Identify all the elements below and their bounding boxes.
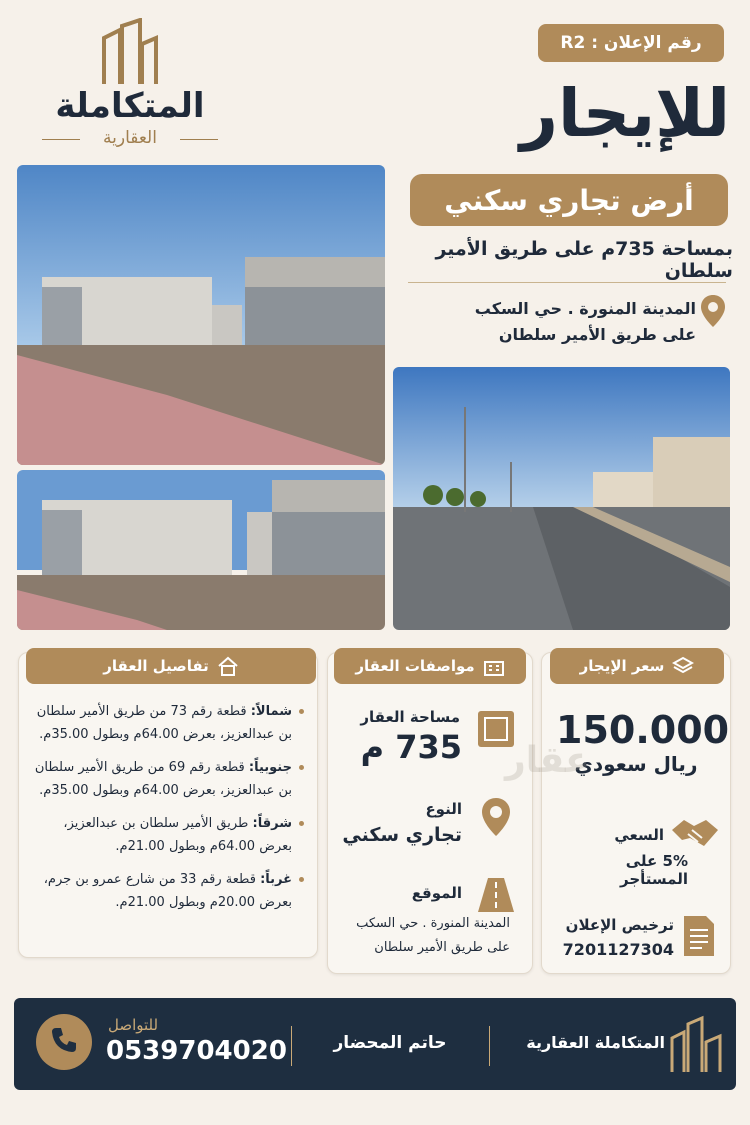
agent-name: حاتم المحضار [333, 1033, 447, 1053]
property-specs-title: مواصفات العقار [355, 657, 475, 675]
company-logo-icon [100, 18, 160, 86]
handshake-icon [670, 816, 720, 852]
road-icon [476, 876, 516, 914]
ad-number-badge: رقم الإعلان : R2 [538, 24, 724, 62]
rent-price-title: سعر الإيجار [579, 657, 665, 675]
list-item [32, 812, 304, 858]
phone-number[interactable]: 0539704020 [106, 1036, 287, 1066]
footer-separator [291, 1026, 292, 1066]
header-location-line1: المدينة المنورة . حي السكب [474, 299, 696, 318]
area-value: 735 م [360, 728, 462, 766]
location-value-line1: المدينة المنورة . حي السكب [356, 916, 510, 931]
property-photo-1[interactable] [17, 165, 385, 465]
location-value-line2: على طريق الأمير سلطان [374, 940, 510, 955]
property-photo-2[interactable] [17, 470, 385, 630]
phone-call-button[interactable] [36, 1014, 92, 1070]
commission-value: 5% على المستأجر [620, 852, 688, 888]
contact-label: للتواصل [108, 1016, 159, 1034]
document-icon [682, 914, 716, 958]
property-specs-header [334, 648, 526, 684]
house-icon [217, 656, 239, 676]
watermark-text: عقار [505, 740, 590, 781]
location-pin-icon [480, 797, 512, 837]
header-divider [408, 282, 726, 283]
logo-name: المتكاملة [55, 86, 205, 126]
logo-subtitle: العقارية [30, 128, 230, 148]
property-type-pill: أرض تجاري سكني [410, 174, 728, 226]
footer-separator [489, 1026, 490, 1066]
phone-icon [49, 1025, 79, 1059]
price-value: 150.000 [556, 708, 730, 752]
property-details-header [26, 648, 316, 684]
building-icon [483, 656, 505, 676]
boundary-text: قطعة رقم 69 من طريق الأمير سلطان بن عبدالعزيز، بعرض 64.00م وبطول 35.00م. [34, 760, 292, 798]
currency-label: ريال سعودي [574, 752, 698, 776]
money-stack-icon [672, 656, 694, 676]
boundary-label: غرباً: [260, 872, 292, 887]
location-label: الموقع [411, 884, 462, 902]
street-photo[interactable] [393, 367, 730, 630]
boundary-text: قطعة رقم 73 من طريق الأمير سلطان بن عبدالعزيز، بعرض 64.00م وبطول 35.00م. [36, 704, 292, 742]
location-value [334, 912, 510, 960]
location-pin-icon [700, 294, 726, 328]
license-value: 7201127304 [562, 940, 674, 959]
rent-price-header [550, 648, 724, 684]
header-location [470, 296, 696, 348]
headline-for-rent: للإيجار [519, 75, 730, 152]
header-location-line2: على طريق الأمير سلطان [498, 325, 696, 344]
list-item [32, 756, 304, 802]
area-label: مساحة العقار [360, 708, 460, 726]
property-details-title: تفاصيل العقار [103, 657, 209, 675]
company-name: المتكاملة العقارية [526, 1033, 665, 1052]
type-label: النوع [425, 800, 462, 818]
boundaries-list [32, 700, 304, 924]
boundary-label: شرقاً: [252, 816, 292, 831]
type-value: تجاري سكني [342, 824, 462, 846]
area-subline: بمساحة 735م على طريق الأمير سلطان [435, 238, 733, 282]
license-label: ترخيص الإعلان [565, 916, 674, 934]
list-item [32, 868, 304, 914]
footer-logo-icon [668, 1014, 724, 1074]
commission-label: السعي [614, 826, 664, 844]
boundary-text: طريق الأمير سلطان بن عبدالعزيز، بعرض 64.00م وبطول 21.00م. [63, 816, 292, 854]
list-item [32, 700, 304, 746]
boundary-text: قطعة رقم 33 من شارع عمرو بن جرم، بعرض 20.00م وبطول 21.00م. [43, 872, 292, 910]
boundary-label: جنوبياً: [248, 760, 292, 775]
boundary-label: شمالاً: [250, 704, 292, 719]
